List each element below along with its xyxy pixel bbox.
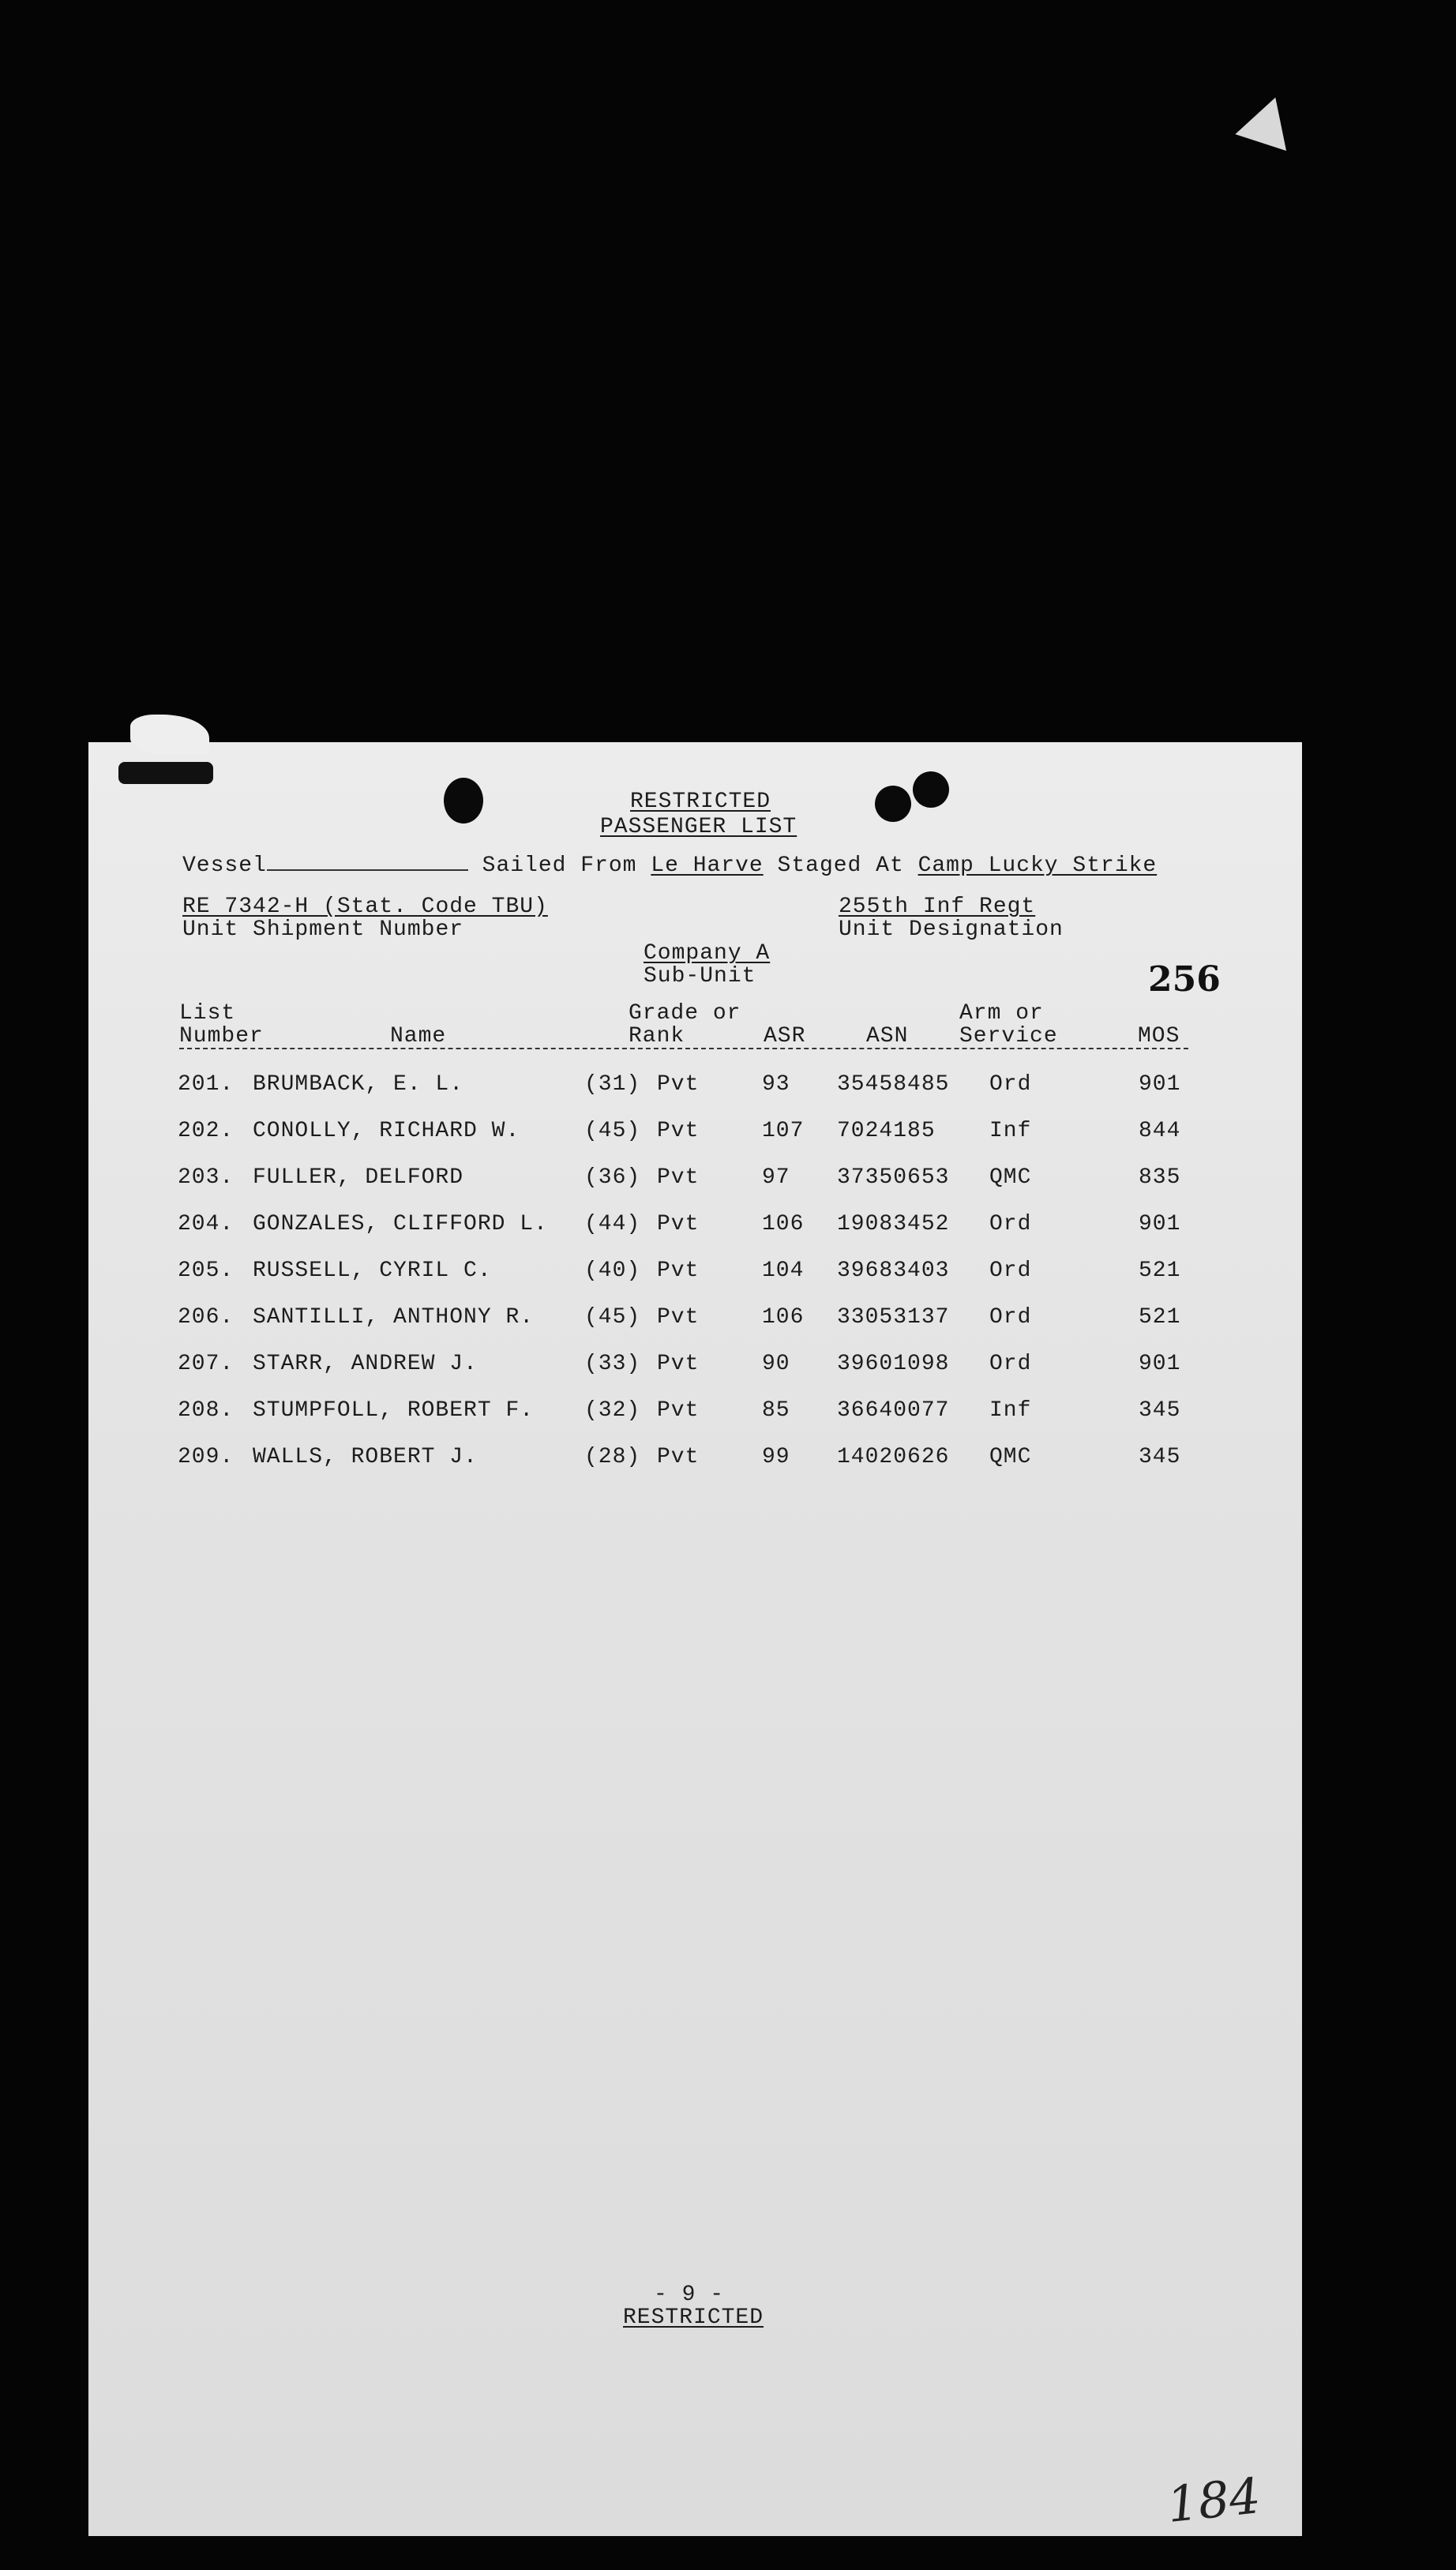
staged-at-label: Staged At: [777, 854, 904, 878]
row-number: 203.: [178, 1165, 235, 1190]
vessel-line: [182, 852, 1157, 878]
row-mos: 345: [1139, 1398, 1181, 1423]
row-grade: Pvt: [657, 1305, 700, 1330]
row-asr: 106: [762, 1212, 805, 1236]
col-arm-2: Service: [959, 1024, 1058, 1049]
row-arm: Ord: [989, 1259, 1032, 1283]
page-number: - 9 -: [654, 2283, 725, 2307]
row-asr: 90: [762, 1352, 790, 1376]
row-asn: 37350653: [837, 1165, 950, 1190]
row-asn: 19083452: [837, 1212, 950, 1236]
row-mos: 901: [1139, 1352, 1181, 1376]
sub-unit: Company A: [644, 941, 771, 966]
col-name: Name: [390, 1024, 447, 1049]
row-number: 209.: [178, 1445, 235, 1469]
row-number: 207.: [178, 1352, 235, 1376]
row-asn: 33053137: [837, 1305, 950, 1330]
row-age: (32): [584, 1398, 641, 1423]
row-age: (44): [584, 1212, 641, 1236]
col-list-number-1: List: [179, 1001, 236, 1026]
row-name: RUSSELL, CYRIL C.: [253, 1259, 492, 1283]
row-mos: 521: [1139, 1305, 1181, 1330]
row-asr: 104: [762, 1259, 805, 1283]
row-grade: Pvt: [657, 1259, 700, 1283]
row-mos: 844: [1139, 1119, 1181, 1143]
row-grade: Pvt: [657, 1119, 700, 1143]
row-name: GONZALES, CLIFFORD L.: [253, 1212, 548, 1236]
row-asn: 39683403: [837, 1259, 950, 1283]
restricted-bottom: RESTRICTED: [623, 2305, 764, 2330]
row-number: 202.: [178, 1119, 235, 1143]
row-arm: QMC: [989, 1165, 1032, 1190]
row-mos: 835: [1139, 1165, 1181, 1190]
stamped-number: 256: [1148, 959, 1221, 1000]
row-grade: Pvt: [657, 1445, 700, 1469]
row-asr: 107: [762, 1119, 805, 1143]
col-asn: ASN: [866, 1024, 909, 1049]
col-asr: ASR: [764, 1024, 806, 1049]
row-arm: Ord: [989, 1305, 1032, 1330]
row-mos: 901: [1139, 1212, 1181, 1236]
staged-at-value: Camp Lucky Strike: [918, 854, 1158, 878]
col-list-number-2: Number: [179, 1024, 264, 1049]
sub-unit-label: Sub-Unit: [644, 964, 756, 989]
row-arm: QMC: [989, 1445, 1032, 1469]
shipment-number-label: Unit Shipment Number: [182, 917, 464, 942]
row-age: (40): [584, 1259, 641, 1283]
row-asn: 36640077: [837, 1398, 950, 1423]
row-name: WALLS, ROBERT J.: [253, 1445, 478, 1469]
row-arm: Ord: [989, 1352, 1032, 1376]
punch-hole-right-a: [875, 786, 911, 822]
col-grade-1: Grade or: [629, 1001, 741, 1026]
row-age: (33): [584, 1352, 641, 1376]
row-asr: 93: [762, 1072, 790, 1097]
row-asr: 99: [762, 1445, 790, 1469]
shipment-number: RE 7342-H (Stat. Code TBU): [182, 895, 548, 919]
col-arm-1: Arm or: [959, 1001, 1044, 1026]
row-number: 205.: [178, 1259, 235, 1283]
row-number: 204.: [178, 1212, 235, 1236]
row-arm: Ord: [989, 1212, 1032, 1236]
row-mos: 901: [1139, 1072, 1181, 1097]
row-name: STUMPFOLL, ROBERT F.: [253, 1398, 535, 1423]
row-asr: 85: [762, 1398, 790, 1423]
row-age: (28): [584, 1445, 641, 1469]
row-asn: 39601098: [837, 1352, 950, 1376]
row-age: (36): [584, 1165, 641, 1190]
sailed-from-value: Le Harve: [651, 854, 764, 878]
sailed-from-label: Sailed From: [482, 854, 637, 878]
corner-mark: [1235, 89, 1300, 151]
col-mos: MOS: [1138, 1024, 1180, 1049]
restricted-top: RESTRICTED: [630, 790, 771, 814]
header-rule: [179, 1048, 1188, 1049]
row-grade: Pvt: [657, 1352, 700, 1376]
row-arm: Inf: [989, 1119, 1032, 1143]
row-age: (45): [584, 1119, 641, 1143]
vessel-blank: [267, 852, 468, 871]
row-grade: Pvt: [657, 1212, 700, 1236]
row-name: FULLER, DELFORD: [253, 1165, 464, 1190]
row-asn: 14020626: [837, 1445, 950, 1469]
row-grade: Pvt: [657, 1165, 700, 1190]
row-number: 208.: [178, 1398, 235, 1423]
punch-hole-right-b: [913, 771, 949, 808]
row-name: BRUMBACK, E. L.: [253, 1072, 464, 1097]
row-number: 201.: [178, 1072, 235, 1097]
unit-designation-label: Unit Designation: [839, 917, 1064, 942]
row-name: CONOLLY, RICHARD W.: [253, 1119, 520, 1143]
row-arm: Ord: [989, 1072, 1032, 1097]
punch-hole-left: [444, 778, 483, 824]
row-mos: 345: [1139, 1445, 1181, 1469]
row-mos: 521: [1139, 1259, 1181, 1283]
row-name: STARR, ANDREW J.: [253, 1352, 478, 1376]
vessel-label: Vessel: [182, 854, 267, 878]
row-asn: 7024185: [837, 1119, 936, 1143]
col-grade-2: Rank: [629, 1024, 685, 1049]
staple-mark: [118, 762, 213, 784]
row-asn: 35458485: [837, 1072, 950, 1097]
row-grade: Pvt: [657, 1398, 700, 1423]
row-age: (31): [584, 1072, 641, 1097]
row-number: 206.: [178, 1305, 235, 1330]
row-grade: Pvt: [657, 1072, 700, 1097]
list-title: PASSENGER LIST: [600, 815, 797, 839]
handwritten-number: 184: [1164, 2467, 1263, 2534]
row-arm: Inf: [989, 1398, 1032, 1423]
torn-corner: [130, 715, 209, 754]
row-age: (45): [584, 1305, 641, 1330]
unit-designation: 255th Inf Regt: [839, 895, 1036, 919]
row-name: SANTILLI, ANTHONY R.: [253, 1305, 535, 1330]
row-asr: 97: [762, 1165, 790, 1190]
row-asr: 106: [762, 1305, 805, 1330]
